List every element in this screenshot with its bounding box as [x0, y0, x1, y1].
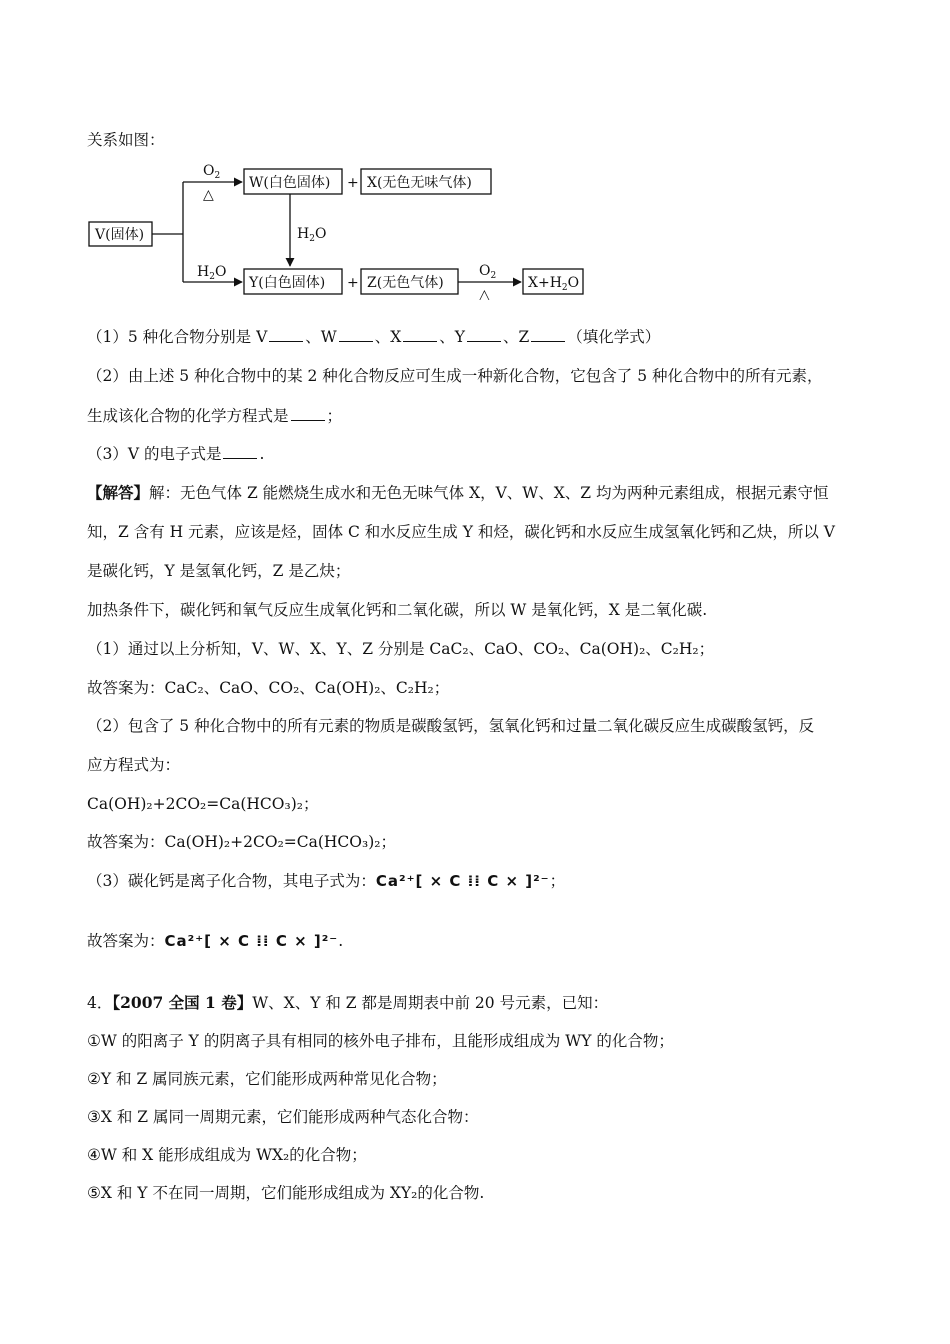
blank-v	[269, 327, 303, 342]
blank-x	[403, 327, 437, 342]
y-box-label: Y(白色固体)	[249, 275, 326, 291]
equation-final: Ca(OH)₂+2CO₂=Ca(HCO₃)₂；	[164, 833, 396, 851]
electron-formula-final: Ca²⁺[ × C ⁞⁞ C × ]²⁻	[164, 932, 339, 950]
answer-2-line1: （2）包含了 5 种化合物中的所有元素的物质是碳酸氢钙，氢氧化钙和过量二氧化碳反应生成碳酸氢钙，反	[87, 717, 815, 735]
condition-4: ④W 和 X 能形成组成为 WX₂的化合物；	[87, 1146, 367, 1164]
answer-line4: 加热条件下，碳化钙和氧气反应生成氧化钙和二氧化碳，所以 W 是氧化钙，X 是二氧化碳.	[87, 601, 708, 619]
question-2-line2: 生成该化合物的化学方程式是 ；	[87, 407, 343, 425]
h2o-label-left: $H_2O$	[197, 264, 227, 282]
question-4-source: 【2007 全国 1 卷】	[112, 993, 253, 1012]
condition-1: ①W 的阳离子 Y 的阴离子具有相同的核外电子排布，且能形成组成为 WY 的化合物；	[87, 1032, 674, 1050]
condition-3: ③X 和 Z 属同一周期元素，它们能形成两种气态化合物：	[87, 1108, 479, 1126]
answer-3-final: 故答案为：Ca²⁺[ × C ⁞⁞ C × ]²⁻.	[87, 932, 344, 950]
answer-1: （1）通过以上分析知，V、W、X、Y、Z 分别是 CaC₂、CaO、CO₂、Ca(OH)₂、C₂H₂；	[87, 640, 715, 658]
intro-text: 关系如图：	[87, 131, 165, 149]
blank-equation	[291, 406, 325, 421]
equation: Ca(OH)₂+2CO₂=Ca(HCO₃)₂；	[87, 795, 319, 813]
blank-w	[339, 327, 373, 342]
o2-label-top: $O_2$	[203, 163, 221, 181]
formula-list-final: CaC₂、CaO、CO₂、Ca(OH)₂、C₂H₂；	[164, 679, 450, 697]
formula-list: CaC₂、CaO、CO₂、Ca(OH)₂、C₂H₂；	[429, 640, 715, 658]
w-box-label: W(白色固体)	[249, 175, 331, 191]
product-box-label: $X+H_2O$	[528, 275, 580, 293]
answer-2-final: 故答案为：Ca(OH)₂+2CO₂=Ca(HCO₃)₂；	[87, 833, 396, 851]
answer-line3: 是碳化钙，Y 是氢氧化钙，Z 是乙炔；	[87, 562, 351, 580]
question-1: （1）5 种化合物分别是 V 、W 、X 、Y 、Z （填化学式）	[87, 328, 661, 346]
z-box-label: Z(无色气体)	[367, 275, 444, 291]
blank-electron	[223, 444, 257, 459]
o2-label-bottom: $O_2$	[479, 263, 497, 281]
blank-y	[467, 327, 501, 342]
plus-bottom: +	[347, 275, 359, 291]
x-box-label: X(无色无味气体)	[367, 175, 472, 191]
delta-bottom: △	[479, 287, 490, 300]
electron-formula: Ca²⁺[ × C ⁞⁞ C × ]²⁻	[375, 872, 550, 890]
blank-z	[531, 327, 565, 342]
plus-top: +	[347, 175, 359, 191]
condition-5: ⑤X 和 Y 不在同一周期，它们能形成组成为 XY₂的化合物.	[87, 1184, 485, 1202]
answer-tag: 【解答】	[87, 483, 150, 502]
answer-line2: 知，Z 含有 H 元素，应该是烃，固体 C 和水反应生成 Y 和烃，碳化钙和水反应生成氢氧化钙和乙炔，所以 V	[87, 523, 835, 541]
reaction-diagram	[87, 158, 607, 300]
question-3: （3）V 的电子式是 .	[87, 445, 265, 463]
delta-top: △	[203, 187, 214, 203]
question-2-line1: （2）由上述 5 种化合物中的某 2 种化合物反应可生成一种新化合物，它包含了 5 种化合物中的所有元素，	[87, 367, 823, 385]
answer-2-line2: 应方程式为：	[87, 756, 181, 774]
question-4-stem: 4．【2007 全国 1 卷】W、X、Y 和 Z 都是周期表中前 20 号元素，已知：	[87, 993, 609, 1012]
h2o-label-mid: $H_2O$	[297, 226, 327, 244]
v-box-label: V(固体)	[95, 227, 145, 243]
answer-1-final: 故答案为：CaC₂、CaO、CO₂、Ca(OH)₂、C₂H₂；	[87, 679, 450, 697]
answer-3: （3）碳化钙是离子化合物，其电子式为：Ca²⁺[ × C ⁞⁞ C × ]²⁻；	[87, 872, 566, 890]
answer-line1: 【解答】解：无色气体 Z 能燃烧生成水和无色无味气体 X，V、W、X、Z 均为两种元素组成，根据元素守恒	[87, 483, 829, 502]
condition-2: ②Y 和 Z 属同族元素，它们能形成两种常见化合物；	[87, 1070, 447, 1088]
